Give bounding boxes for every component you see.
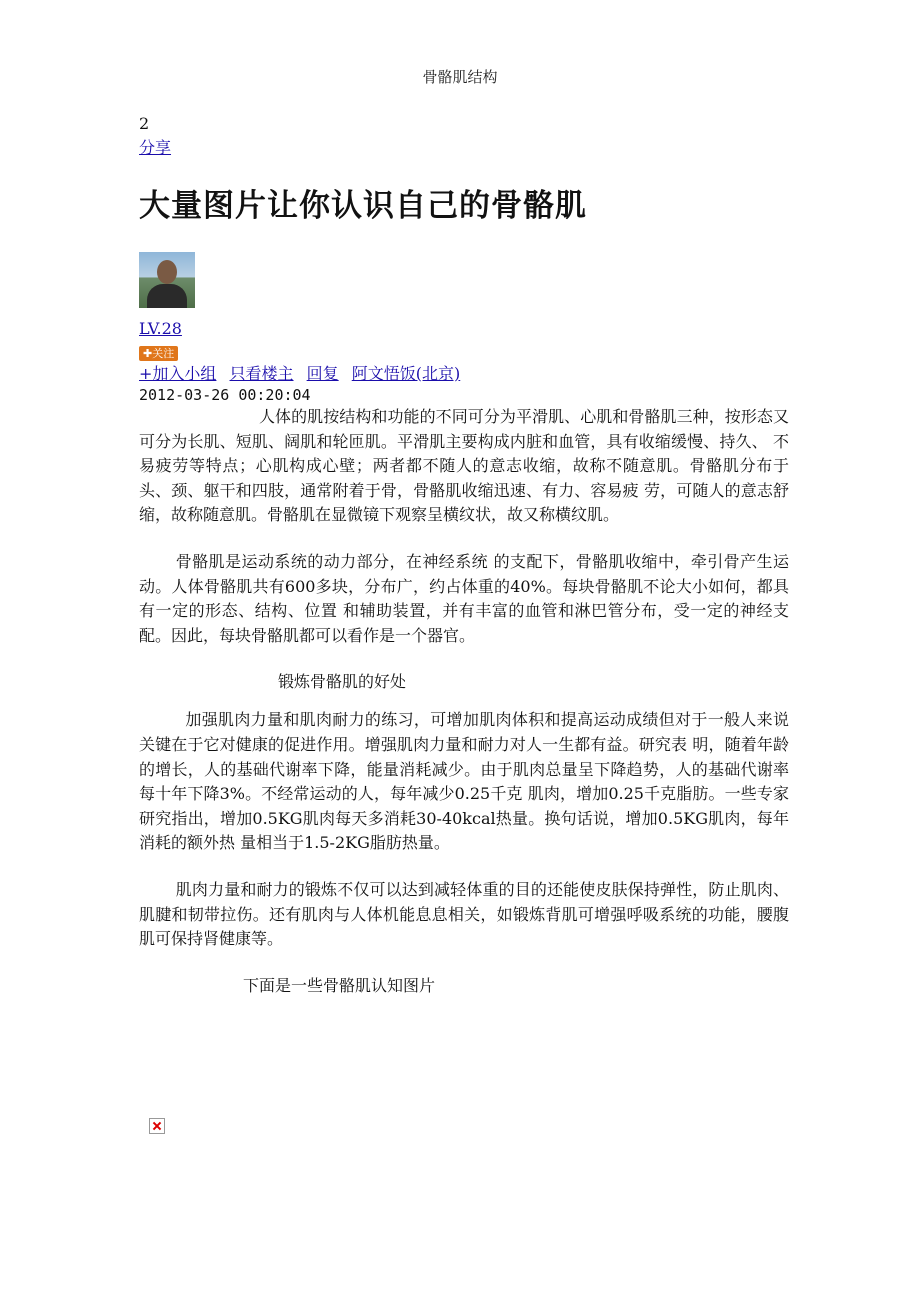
only-author-link[interactable]: 只看楼主	[229, 364, 294, 383]
author-name-link[interactable]: 阿文悟饭(北京)	[351, 364, 461, 383]
paragraph-muscle-types: 人体的肌按结构和功能的不同可分为平滑肌、心肌和骨骼肌三种，按形态又可分为长肌、短肌、阔肌和轮匝肌。平滑肌主要构成内脏和血管，具有收缩缓慢、持久、 不易疲劳等特点；心肌构成心壁；两者都不随人的意志收缩，故称不随意肌。骨骼肌分布于头、颈、躯干和四肢，通常附着于骨，骨骼肌收缩迅速、有力、容易疲 劳，可随人的意志舒缩，故称随意肌。骨骼肌在显微镜下观察呈横纹状，故又称横纹肌。	[139, 407, 789, 525]
article-content	[139, 114, 789, 998]
paragraph-skeletal-muscle: 骨骼肌是运动系统的动力部分，在神经系统 的支配下，骨骼肌收缩中，牵引骨产生运动。人体骨骼肌共有600多块，分布广，约占体重的40%。每块骨骼肌不论大小如何，都具有一定的形态、结构、位置 和辅助装置，并有丰富的血管和淋巴管分布，受一定的神经支配。因此，每块骨骼肌都可以看作是一个器官。	[139, 551, 789, 645]
user-level-link[interactable]: LV.28	[139, 319, 182, 338]
join-group-link[interactable]: +加入小组	[139, 364, 217, 383]
section-heading-benefits: 锻炼骨骼肌的好处	[278, 672, 407, 692]
avatar[interactable]	[139, 252, 195, 308]
avatar-head-shape	[157, 260, 177, 284]
broken-image-icon	[149, 1118, 165, 1134]
section-heading-images: 下面是一些骨骼肌认知图片	[243, 975, 436, 995]
follow-button[interactable]: ✚关注	[139, 346, 178, 361]
document-header: 骨骼肌结构	[422, 68, 498, 86]
page-number: 2	[139, 114, 150, 133]
avatar-body-shape	[147, 284, 187, 308]
paragraph-endurance-benefits: 肌肉力量和耐力的锻炼不仅可以达到减轻体重的目的还能使皮肤保持弹性，防止肌肉、肌腱和韧带拉伤。还有肌肉与人体机能息息相关，如锻炼背肌可增强呼吸系统的功能，腰腹肌可保持肾健康等。	[139, 879, 789, 949]
article-title: 大量图片让你认识自己的骨骼肌	[139, 188, 587, 224]
reply-link[interactable]: 回复	[306, 364, 339, 383]
post-actions	[139, 363, 789, 385]
share-link[interactable]: 分享	[139, 138, 172, 157]
paragraph-strength-training: 加强肌肉力量和肌肉耐力的练习，可增加肌肉体积和提高运动成绩但对于一般人来说关键在于它对健康的促进作用。增强肌肉力量和耐力对人一生都有益。研究表 明，随着年龄的增长，人的基础代谢率下降，能量消耗减少。由于肌肉总量呈下降趋势，人的基础代谢率每十年下降3%。不经常运动的人，每年减少0.25千克 肌肉，增加0.25千克脂肪。一些专家研究指出，增加0.5KG肌肉每天多消耗30-40kcal热量。换句话说，增加0.5KG肌肉，每年消耗的额外热 量相当于1.5-2KG脂肪热量。	[139, 710, 789, 853]
post-date: 2012-03-26 00:20:04	[139, 386, 311, 404]
